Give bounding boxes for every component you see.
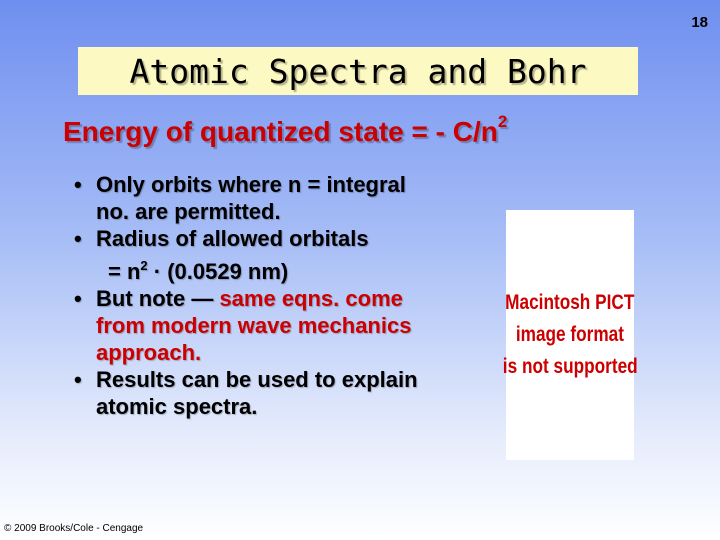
unsupported-image-placeholder <box>502 210 638 460</box>
slide-subtitle <box>63 112 507 148</box>
slide-number: 18 <box>691 14 708 31</box>
bullet-item <box>74 225 514 285</box>
formula-suffix: · (0.0529 nm) <box>147 259 289 284</box>
bullet-item <box>74 285 514 366</box>
title-banner <box>78 47 638 95</box>
subtitle-exponent: 2 <box>497 112 508 131</box>
bullet-dot-icon: • <box>74 286 82 311</box>
bullet-item <box>74 171 514 225</box>
subtitle-text: Energy of quantized state = - C/n <box>63 116 498 147</box>
bullet-line: Radius of allowed orbitals <box>96 226 369 251</box>
slide-title: Atomic Spectra and Bohr <box>129 51 587 91</box>
copyright-notice: © 2009 Brooks/Cole - Cengage <box>4 523 144 534</box>
placeholder-line: image format <box>515 323 625 346</box>
bullet-line: But note — <box>96 286 220 311</box>
bullet-item <box>74 366 514 420</box>
bullet-highlight: same eqns. come <box>219 286 403 311</box>
bullet-highlight: from modern wave mechanics <box>96 313 412 338</box>
bullet-dot-icon: • <box>74 367 82 392</box>
bullet-line: no. are permitted. <box>96 199 281 224</box>
formula-exponent: 2 <box>140 258 148 273</box>
bullet-line-formula <box>96 259 288 284</box>
placeholder-line: Macintosh PICT <box>505 291 635 314</box>
bullet-dot-icon: • <box>74 172 82 197</box>
placeholder-line: is not supported <box>502 355 638 378</box>
bullet-highlight: approach. <box>96 340 202 365</box>
bullet-line: Results can be used to explain <box>96 367 418 392</box>
bullet-line: atomic spectra. <box>96 394 258 419</box>
formula-prefix: = n <box>108 259 141 284</box>
bullet-line: Only orbits where n = integral <box>96 172 406 197</box>
bullet-list <box>74 171 514 420</box>
bullet-dot-icon: • <box>74 226 82 251</box>
